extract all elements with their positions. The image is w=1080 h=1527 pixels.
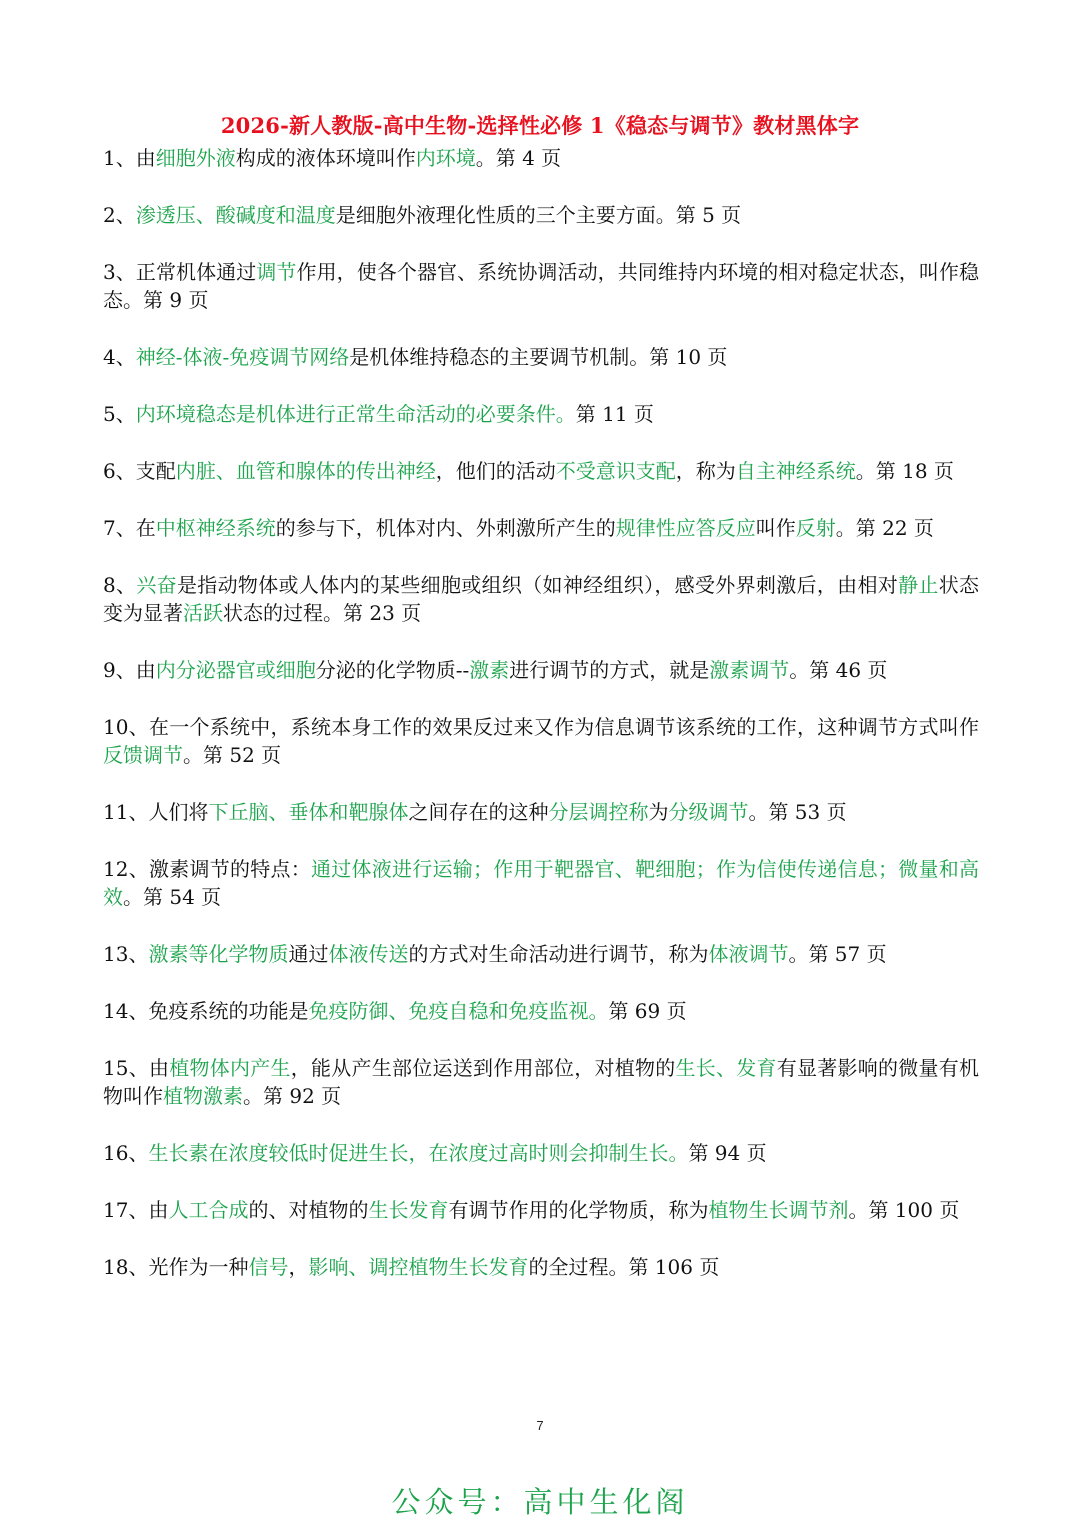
item-text: 7、在 <box>103 516 156 540</box>
item-text: 。第 53 页 <box>748 800 847 824</box>
item-text: ，他们的活动 <box>435 459 556 483</box>
highlighted-term: 免疫防御、免疫自稳和免疫监视。 <box>308 999 609 1023</box>
highlighted-term: 信号 <box>248 1255 289 1279</box>
highlighted-term: 静止 <box>898 573 939 597</box>
list-item <box>103 400 979 428</box>
item-text: 的参与下，机体对内、外刺激所产生的 <box>275 516 616 540</box>
highlighted-term: 渗透压、酸碱度和温度 <box>135 203 336 227</box>
highlighted-term: 通过体液进行运输；作用于靶器官、靶细胞；作为信使传递信息；微量和高效 <box>103 857 980 909</box>
highlighted-term: 内环境稳态是机体进行正常生命活动的必要条件。 <box>135 402 576 426</box>
list-item <box>103 1139 979 1167</box>
list-item <box>103 514 979 542</box>
item-text: 作用，使各个器官、系统协调活动，共同维持内环境的相对稳定状态，叫作稳态。第 9 页 <box>103 260 980 312</box>
item-text: 第 11 页 <box>575 402 654 426</box>
item-text: 是细胞外液理化性质的三个主要方面。第 5 页 <box>335 203 742 227</box>
item-text: 1、由 <box>103 146 156 170</box>
highlighted-term: 激素调节 <box>709 658 790 682</box>
item-text: 有显著影响的微量有机物叫作 <box>103 1056 980 1108</box>
item-text: ，能从产生部位运送到作用部位，对植物的 <box>290 1056 676 1080</box>
item-text: 12、激素调节的特点： <box>103 857 311 881</box>
highlighted-term: 细胞外液 <box>155 146 236 170</box>
page-number: 7 <box>536 1418 544 1433</box>
highlighted-term: 中枢神经系统 <box>155 516 276 540</box>
highlighted-term: 内环境 <box>415 146 476 170</box>
item-text: 18、光作为一种 <box>103 1255 249 1279</box>
item-text: 8、 <box>103 573 137 597</box>
item-text: 16、 <box>103 1141 149 1165</box>
highlighted-term: 影响、调控植物生长发育 <box>308 1255 529 1279</box>
list-item <box>103 1196 979 1224</box>
wechat-account-footer: 公众号：高中生化阁 <box>391 1485 689 1519</box>
item-text: 叫作 <box>755 516 796 540</box>
item-text: 。第 92 页 <box>243 1084 342 1108</box>
highlighted-term: 下丘脑、垂体和靶腺体 <box>208 800 409 824</box>
item-text: 之间存在的这种 <box>408 800 549 824</box>
item-text: 13、 <box>103 942 149 966</box>
item-text: 11、人们将 <box>103 800 209 824</box>
item-text: 3、正常机体通过 <box>103 260 257 284</box>
highlighted-term: 规律性应答反应 <box>615 516 756 540</box>
list-item <box>103 201 979 229</box>
highlighted-term: 体液传送 <box>328 942 409 966</box>
item-text: 9、由 <box>103 658 156 682</box>
list-item <box>103 855 979 911</box>
highlighted-term: 反射 <box>795 516 836 540</box>
item-text: 6、支配 <box>103 459 176 483</box>
highlighted-term: 调节 <box>256 260 297 284</box>
item-text: 。第 52 页 <box>183 743 282 767</box>
highlighted-term: 活跃 <box>183 601 223 625</box>
list-item <box>103 656 979 684</box>
item-text: 。第 54 页 <box>123 885 222 909</box>
highlighted-term: 生长、发育 <box>675 1056 777 1080</box>
item-text: 是机体维持稳态的主要调节机制。第 10 页 <box>349 345 728 369</box>
item-text: 第 94 页 <box>688 1141 767 1165</box>
item-text: ，称为 <box>675 459 736 483</box>
list-item <box>103 940 979 968</box>
document-title: 2026-新人教版-高中生物-选择性必修 1《稳态与调节》教材黑体字 <box>220 113 860 138</box>
list-item <box>103 1253 979 1281</box>
item-text: 5、 <box>103 402 136 426</box>
highlighted-term: 不受意识支配 <box>555 459 676 483</box>
item-text: 。第 57 页 <box>788 942 887 966</box>
highlighted-term: 内脏、血管和腺体的传出神经 <box>175 459 436 483</box>
item-text: 有调节作用的化学物质，称为 <box>448 1198 709 1222</box>
item-text: 状态的过程。第 23 页 <box>223 601 422 625</box>
list-item <box>103 457 979 485</box>
item-text: 进行调节的方式，就是 <box>509 658 710 682</box>
highlighted-term: 反馈调节 <box>103 743 183 767</box>
item-text: 的、对植物的 <box>248 1198 369 1222</box>
highlighted-term: 人工合成 <box>168 1198 249 1222</box>
list-item <box>103 343 979 371</box>
item-text: 状态变为显著 <box>103 573 980 625</box>
list-item <box>103 1054 979 1110</box>
highlighted-term: 内分泌器官或细胞 <box>155 658 316 682</box>
highlighted-term: 激素 <box>469 658 510 682</box>
item-text: 14、免疫系统的功能是 <box>103 999 309 1023</box>
item-text: 构成的液体环境叫作 <box>235 146 416 170</box>
list-item <box>103 713 979 769</box>
list-item <box>103 798 979 826</box>
item-text: 为 <box>648 800 669 824</box>
item-text: 。第 4 页 <box>475 146 562 170</box>
item-text: 通过 <box>288 942 329 966</box>
list-item <box>103 144 979 172</box>
highlighted-term: 生长素在浓度较低时促进生长，在浓度过高时则会抑制生长。 <box>148 1141 689 1165</box>
highlighted-term: 植物生长调节剂 <box>708 1198 849 1222</box>
item-text: 。第 100 页 <box>848 1198 960 1222</box>
item-text: 的方式对生命活动进行调节，称为 <box>408 942 709 966</box>
highlighted-term: 自主神经系统 <box>735 459 856 483</box>
item-text: 2、 <box>103 203 136 227</box>
highlighted-term: 激素等化学物质 <box>148 942 289 966</box>
item-text: 第 69 页 <box>608 999 687 1023</box>
highlighted-term: 植物激素 <box>163 1084 243 1108</box>
item-text: 。第 46 页 <box>789 658 888 682</box>
item-text: 是指动物体或人体内的某些细胞或组织（如神经组织），感受外界刺激后，由相对 <box>176 573 899 597</box>
item-text: 。第 22 页 <box>835 516 934 540</box>
list-item <box>103 997 979 1025</box>
list-item <box>103 571 979 627</box>
item-text: 4、 <box>103 345 136 369</box>
highlighted-term: 兴奋 <box>136 573 177 597</box>
highlighted-term: 生长发育 <box>368 1198 449 1222</box>
highlighted-term: 植物体内产生 <box>169 1056 291 1080</box>
highlighted-term: 分层调控称 <box>548 800 649 824</box>
item-text: 17、由 <box>103 1198 169 1222</box>
definition-list <box>103 144 979 1310</box>
highlighted-term: 神经-体液-免疫调节网络 <box>135 345 350 369</box>
item-text: 的全过程。第 106 页 <box>528 1255 720 1279</box>
item-text: 15、由 <box>103 1056 170 1080</box>
highlighted-term: 体液调节 <box>708 942 789 966</box>
highlighted-term: 分级调节 <box>668 800 749 824</box>
list-item <box>103 258 979 314</box>
item-text: 分泌的化学物质-- <box>315 658 470 682</box>
item-text: 10、在一个系统中，系统本身工作的效果反过来又作为信息调节该系统的工作，这种调节方式叫作 <box>103 715 979 739</box>
item-text: 。第 18 页 <box>855 459 954 483</box>
item-text: ， <box>288 1255 309 1279</box>
